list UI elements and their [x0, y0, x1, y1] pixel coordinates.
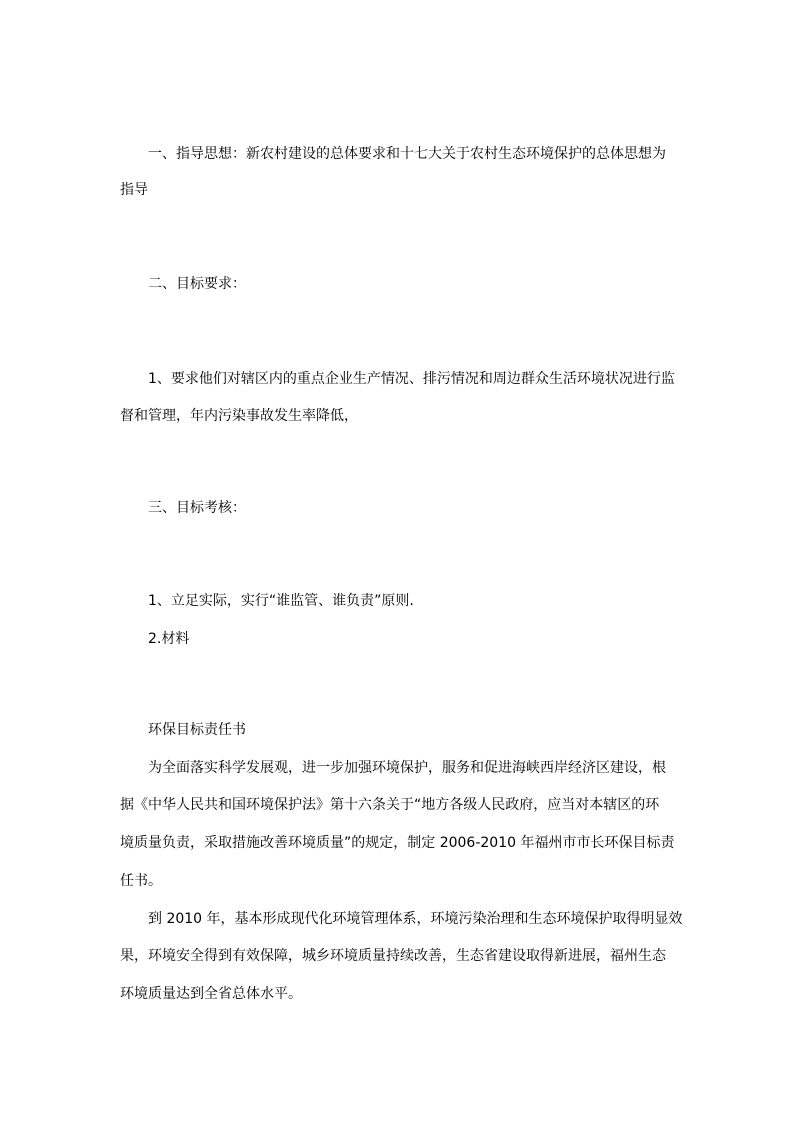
paragraph-1-line-1: 为全面落实科学发展观，进一步加强环境保护，服务和促进海峡西岸经济区建设，根	[148, 760, 666, 776]
paragraph-2-line-2: 果，环境安全得到有效保障，城乡环境质量持续改善，生态省建设取得新进展，福州生态	[120, 948, 666, 964]
paragraph-2-line-3: 环境质量达到全省总体水平。	[120, 986, 302, 1002]
requirement-item-1: 1、要求他们对辖区内的重点企业生产情况、排污情况和周边群众生活环境状况进行监	[148, 371, 675, 387]
paragraph-2-line-1: 到 2010 年，基本形成现代化环境管理体系，环境污染治理和生态环境保护取得明显效	[148, 911, 683, 927]
paragraph-1-line-2: 据《中华人民共和国环境保护法》第十六条关于“地方各级人民政府，应当对本辖区的环	[120, 797, 660, 813]
section-2-heading: 二、目标要求：	[148, 276, 246, 292]
document-title: 环保目标责任书	[148, 722, 246, 738]
paragraph-1-line-3: 境质量负责，采取措施改善环境质量”的规定，制定 2006-2010 年福州市市长环保目标责	[120, 835, 675, 851]
requirement-item-1-continuation: 督和管理，年内污染事故发生率降低，	[120, 408, 358, 424]
section-1-heading: 一、指导思想：新农村建设的总体要求和十七大关于农村生态环境保护的总体思想为	[148, 146, 666, 162]
section-3-heading: 三、目标考核：	[148, 500, 246, 516]
paragraph-1-line-4: 任书。	[120, 873, 162, 889]
assessment-item-1: 1、立足实际，实行“谁监管、谁负责”原则.	[148, 593, 414, 609]
section-1-continuation: 指导	[120, 182, 148, 198]
assessment-item-2: 2.材料	[148, 631, 190, 647]
